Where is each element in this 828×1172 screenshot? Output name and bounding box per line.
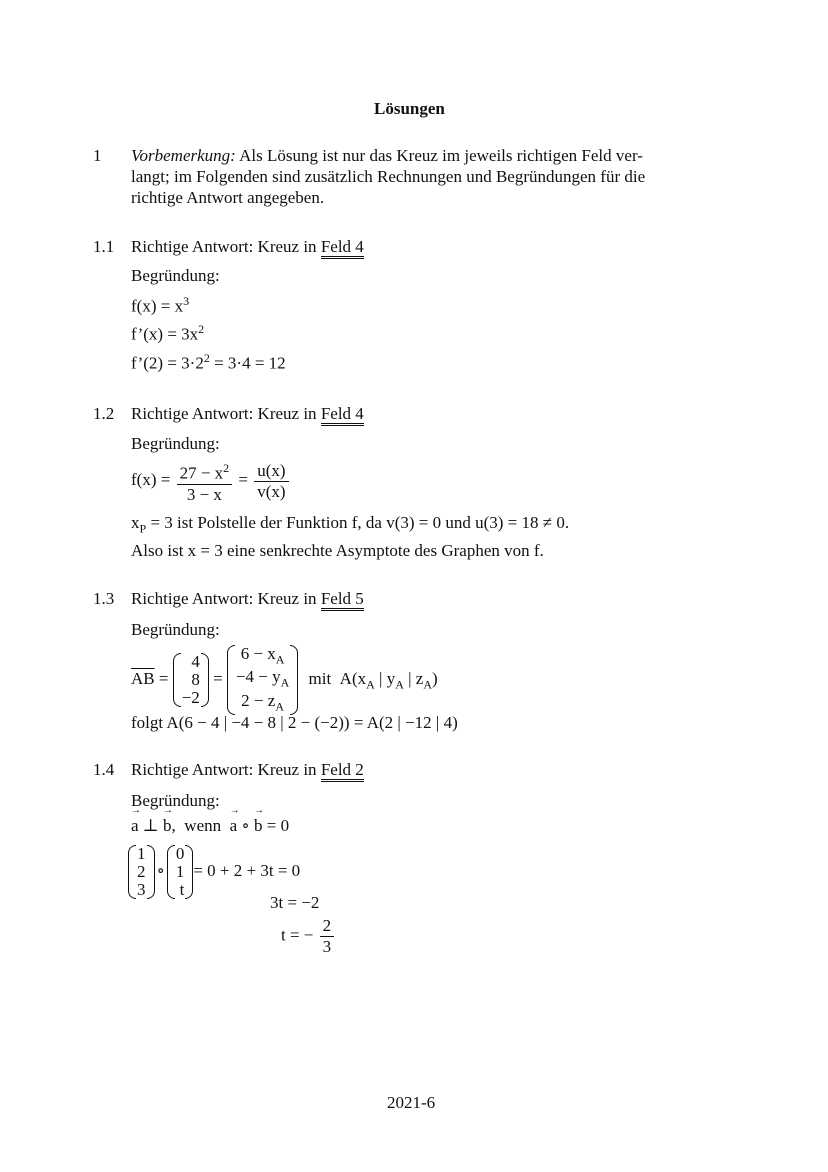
vector-column: $6 - x_A$ $-4 - y_A$ $2 - z_A$	[227, 645, 298, 715]
vector-a: 1 2 3	[128, 845, 155, 899]
dot-product	[128, 845, 300, 899]
fraction	[254, 461, 288, 502]
vector-b: 0 1 t	[167, 845, 194, 899]
formula-line: $f(x) = x^3$	[131, 294, 190, 316]
answer-field: Feld 4	[321, 237, 364, 259]
denominator: 3 − x	[186, 484, 222, 504]
equation-step: 3t = −2	[270, 893, 320, 912]
answer-1-2	[131, 404, 364, 424]
vector-ab: $\overline{AB}$	[131, 669, 155, 688]
reason-label: Begründung:	[131, 791, 220, 810]
with-point: mit $A(x_A$ | $y_A$ | $z_A$)	[308, 669, 438, 692]
reason-label: Begründung:	[131, 434, 220, 453]
answer-text: Richtige Antwort: Kreuz in	[131, 589, 321, 608]
vector-column: 4 8 −2	[173, 653, 209, 707]
formula-line: f’(x) = $3x^2$	[131, 322, 205, 344]
result-line: folgt A(6 − 4 | −4 − 8 | 2 − (−2)) = A(2 | −12 | 4)	[131, 713, 458, 732]
dot-operator: ∘	[156, 860, 165, 880]
section-number-1-1: 1.1	[93, 237, 115, 256]
intro-line-2: langt; im Folgenden sind zusätzlich Rechnungen und Begründungen für die	[131, 167, 646, 186]
reason-label: Begründung:	[131, 266, 220, 285]
equals: =	[213, 669, 223, 688]
section-number-1: 1	[93, 146, 102, 165]
page-number: 2021-6	[387, 1093, 436, 1112]
intro-line-1	[131, 146, 643, 166]
answer-field: Feld 4	[321, 404, 364, 426]
equals: =	[158, 669, 169, 688]
solution-t: t = − $\frac{2}{3}$	[281, 916, 336, 957]
fraction: $\frac{2}{3}$	[320, 916, 335, 957]
answer-1-4	[131, 760, 364, 780]
answer-1-3	[131, 589, 364, 609]
answer-text: Richtige Antwort: Kreuz in	[131, 404, 321, 423]
answer-text: Richtige Antwort: Kreuz in	[131, 237, 321, 256]
intro-label: Vorbemerkung:	[131, 146, 236, 165]
answer-field: Feld 2	[321, 760, 364, 782]
section-number-1-3: 1.3	[93, 589, 115, 608]
intro-line-3: richtige Antwort angegeben.	[131, 188, 325, 207]
vector-equation	[131, 645, 438, 715]
fraction	[177, 458, 233, 505]
answer-text: Richtige Antwort: Kreuz in	[131, 760, 321, 779]
reason-label: Begründung:	[131, 620, 220, 639]
answer-1-1	[131, 237, 364, 257]
answer-field: Feld 5	[321, 589, 364, 611]
numerator: u(x)	[254, 461, 288, 482]
formula-line: f’(2) = $3\cdot 2^2 = 3\cdot 4 = 12$	[131, 351, 286, 373]
intro-text-1: Als Lösung ist nur das Kreuz im jeweils richtigen Feld ver-	[235, 146, 643, 165]
section-number-1-2: 1.2	[93, 404, 115, 423]
dot-result: = 0 + 2 + 3t = 0	[193, 860, 301, 880]
pole-line: $x_P = 3$ ist Polstelle der Funktion f, da v(3) = 0 und u(3) = 18 ≠ 0.	[131, 513, 570, 536]
fraction-formula	[131, 458, 291, 505]
formula-lhs: f(x) =	[131, 470, 171, 490]
denominator: v(x)	[257, 481, 286, 501]
equals: =	[238, 470, 249, 490]
perpendicular-condition: → a ⊥ → b, wenn → a ∘ → b = 0	[131, 816, 289, 836]
numerator: $27 - x^2$	[177, 458, 233, 485]
page-title: Lösungen	[374, 99, 445, 118]
asymptote-line: Also ist x = 3 eine senkrechte Asymptote des Graphen von f.	[131, 541, 544, 560]
section-number-1-4: 1.4	[93, 760, 115, 779]
